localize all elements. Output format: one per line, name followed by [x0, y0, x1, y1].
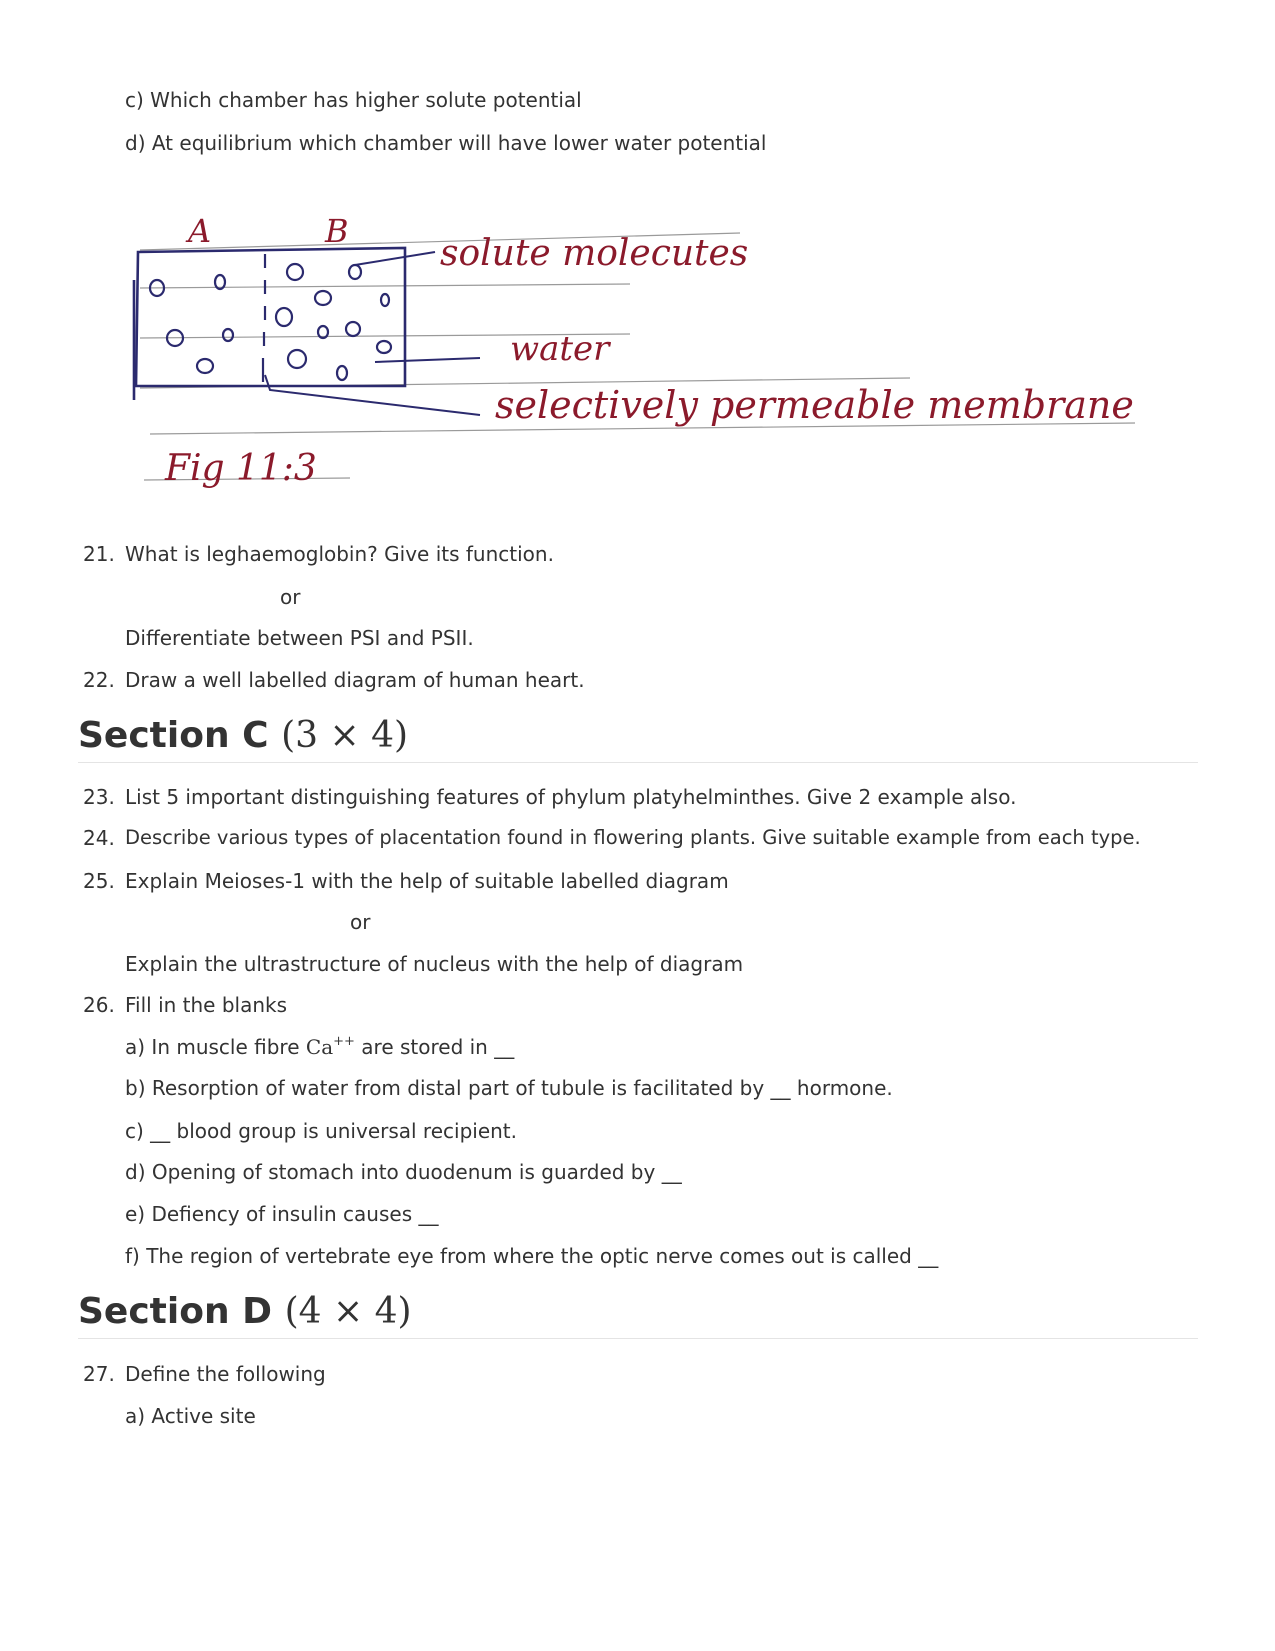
q24-text: Describe various types of placentation found in flowering plants. Give suitable example from each type. — [125, 826, 1141, 849]
section-c-divider — [78, 762, 1198, 763]
q20-part-c: c) Which chamber has higher solute potential — [125, 88, 582, 112]
q23-text: List 5 important distinguishing features of phylum platyhelminthes. Give 2 example also. — [125, 785, 1017, 809]
q25-or: or — [350, 910, 371, 934]
calcium-charge: ++ — [333, 1034, 355, 1049]
q21-alt: Differentiate between PSI and PSII. — [125, 626, 474, 650]
solute-label: solute molecutes — [440, 233, 749, 274]
section-c-marks: (3 × 4) — [281, 715, 409, 756]
q25-text: Explain Meioses-1 with the help of suitable labelled diagram — [125, 869, 729, 893]
q21-number: 21. — [83, 542, 115, 566]
membrane-line — [263, 254, 265, 382]
q25-number: 25. — [83, 869, 115, 893]
q24-number: 24. — [83, 826, 115, 850]
q27-number: 27. — [83, 1362, 115, 1386]
q26-part-f: f) The region of vertebrate eye from where the optic nerve comes out is called __ — [125, 1244, 939, 1268]
q27-part-a: a) Active site — [125, 1404, 256, 1428]
figure-caption: Fig 11:3 — [165, 448, 317, 489]
osmosis-figure — [130, 210, 1180, 510]
q22-number: 22. — [83, 668, 115, 692]
q26-number: 26. — [83, 993, 115, 1017]
section-c-title: Section C — [78, 715, 269, 756]
water-label: water — [510, 329, 610, 369]
q26-part-a-pre: a) In muscle fibre — [125, 1035, 306, 1059]
q20-part-d: d) At equilibrium which chamber will have lower water potential — [125, 131, 767, 155]
chamber-box — [134, 248, 405, 400]
q22-text: Draw a well labelled diagram of human heart. — [125, 668, 585, 692]
q21-or: or — [280, 585, 301, 609]
q26-part-a — [125, 1035, 514, 1059]
q26-part-c: c) __ blood group is universal recipient. — [125, 1119, 518, 1143]
q26-part-d: d) Opening of stomach into duodenum is guarded by __ — [125, 1160, 682, 1184]
q27-text: Define the following — [125, 1362, 326, 1386]
solute-molecules — [150, 264, 391, 380]
q26-text: Fill in the blanks — [125, 993, 288, 1017]
label-a: A — [188, 212, 212, 250]
section-d-heading — [78, 1290, 412, 1334]
section-d-marks: (4 × 4) — [284, 1291, 412, 1332]
membrane-label: selectively permeable membrane — [495, 383, 1134, 427]
q23-number: 23. — [83, 785, 115, 809]
calcium-ion: Ca — [305, 1035, 334, 1059]
section-d-title: Section D — [78, 1291, 273, 1332]
q26-part-e: e) Defiency of insulin causes __ — [125, 1202, 439, 1226]
q25-alt: Explain the ultrastructure of nucleus with the help of diagram — [125, 952, 744, 976]
q26-part-b: b) Resorption of water from distal part of tubule is facilitated by __ hormone. — [125, 1076, 893, 1100]
q26-part-a-post: are stored in __ — [354, 1035, 515, 1059]
section-d-divider — [78, 1338, 1198, 1339]
section-c-heading — [78, 714, 408, 758]
label-b: B — [325, 212, 349, 250]
q21-text: What is leghaemoglobin? Give its function. — [125, 542, 554, 566]
